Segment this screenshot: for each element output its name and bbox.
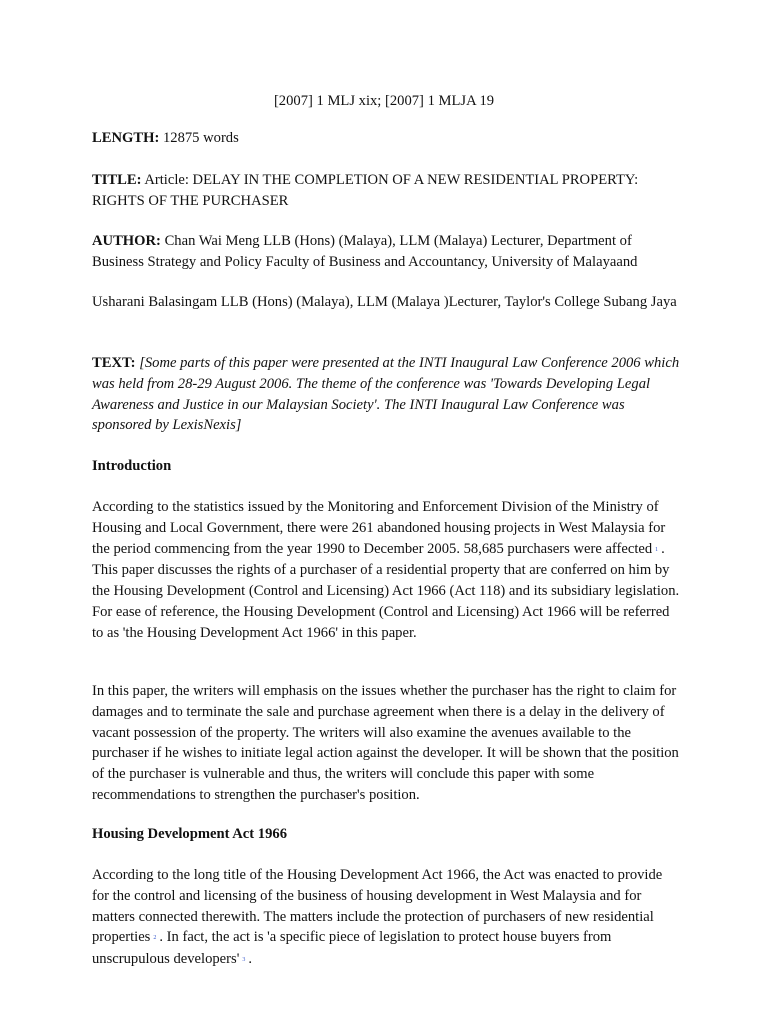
citation: [2007] 1 MLJ xix; [2007] 1 MLJA 19 [273,93,495,109]
title-line [92,170,682,212]
title-value: Article: DELAY IN THE COMPLETION OF A NEW RESIDENTIAL PROPERTY: RIGHTS OF THE PURCHASER [92,172,639,209]
introduction-heading: Introduction [92,458,172,474]
footnote-3-link[interactable]: 3 [242,957,246,964]
author-value: Chan Wai Meng LLB (Hons) (Malaya), LLM (Malaya) Lecturer, Department of Business Strategy and Policy Faculty of Business and Accountancy, University of Malayaand [92,233,638,270]
length-value: 12875 words [162,130,239,146]
intro-paragraph-2: In this paper, the writers will emphasis on the issues whether the purchaser has the right to claim for damages and to terminate the sale and purchase agreement when there is a delay in the delivery of vacant possession of the property. The writers will also examine the avenues available to the purchaser if he wishes to initiate legal action against the developer. It will be shown that the position of the purchaser is vulnerable and thus, the writers will conclude this paper with some recommendations to strengthen the purchaser's position. [92,683,679,803]
footnote-1-link[interactable]: 1 [655,546,659,553]
title-label: TITLE: [92,172,142,188]
second-author: Usharani Balasingam LLB (Hons) (Malaya), LLM (Malaya )Lecturer, Taylor's College Subang Jaya [92,294,677,310]
author-line [92,231,682,273]
length-label: LENGTH: [92,130,160,146]
author-label: AUTHOR: [92,233,161,249]
footnote-2-link[interactable]: 2 [153,935,157,942]
intro-paragraph-1: According to the statistics issued by the Monitoring and Enforcement Division of the Ministry of Housing and Local Government, there were 261 abandoned housing projects in West Malaysia for the period commencing from the year 1990 to December 2005. 58,685 purchasers were affected 1 . This paper discusses the rights of a purchaser of a residential property that are conferred on him by the Housing Development (Control and Licensing) Act 1966 (Act 118) and its subsidiary legislation. For ease of reference, the Housing Development (Control and Licensing) Act 1966 will be referred to as 'the Housing Development Act 1966' in this paper. [92,499,680,641]
length-line [92,128,682,149]
hda-heading: Housing Development Act 1966 [92,826,287,842]
text-label: TEXT: [92,355,136,371]
text-value: [Some parts of this paper were presented at the INTI Inaugural Law Conference 2006 which was held from 28-29 August 2006. The theme of the conference was 'Towards Developing Legal Awareness and Justice in our Malaysian Society'. The INTI Inaugural Law Conference was sponsored by LexisNexis] [92,355,680,434]
text-line [92,353,682,436]
hda-paragraph-1: According to the long title of the Housing Development Act 1966, the Act was enacted to provide for the control and licensing of the business of housing development in West Malaysia and for matters connected therewith. The matters include the protection of purchasers of new residential properties 2 . In fact, the act is 'a specific piece of legislation to protect house buyers from unscrupulous developers' 3 . [92,867,663,968]
